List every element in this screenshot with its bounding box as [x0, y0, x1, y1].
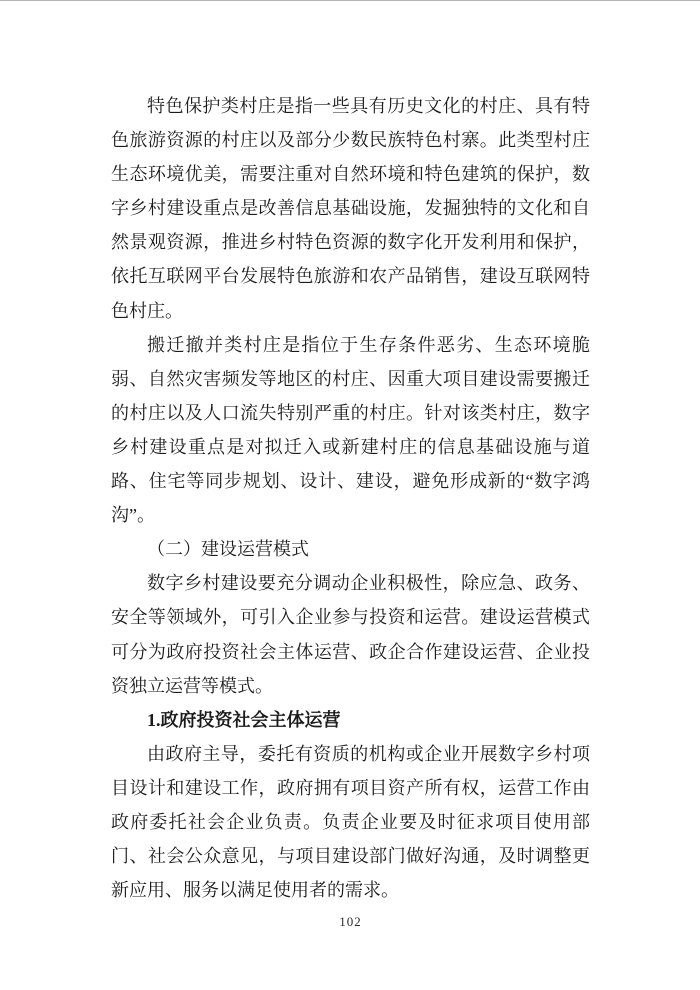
paragraph-relocation-merger-villages-line: 路、住宅等同步规划、设计、建设，避免形成新的“数字鸿: [111, 471, 590, 492]
paragraph-gov-investment-detail-line: 由政府主导，委托有资质的机构或企业开展数字乡村项: [147, 743, 590, 764]
paragraph-relocation-merger-villages-line: 沟”。: [111, 505, 155, 526]
paragraph-special-protection-villages-line: 生态环境优美，需要注重对自然环境和特色建筑的保护，数: [111, 164, 590, 185]
paragraph-operation-mode-intro-line: 安全等领域外，可引入企业参与投资和运营。建设运营模式: [111, 607, 590, 628]
paragraph-gov-investment-detail-line: 新应用、服务以满足使用者的需求。: [111, 880, 399, 901]
paragraph-operation-mode-intro-line: 资独立运营等模式。: [111, 675, 273, 696]
paragraph-gov-investment-detail-line: 门、社会公众意见，与项目建设部门做好沟通，及时调整更: [111, 846, 590, 867]
page-number: 102: [339, 914, 362, 929]
paragraph-relocation-merger-villages-line: 的村庄以及人口流失特别严重的村庄。针对该类村庄，数字: [111, 402, 590, 423]
paragraph-gov-investment-detail-line: 目设计和建设工作，政府拥有项目资产所有权，运营工作由: [111, 777, 590, 798]
paragraph-special-protection-villages-line: 字乡村建设重点是改善信息基础设施，发掘独特的文化和自: [111, 198, 590, 219]
heading-construction-operation-mode-line: （二）建设运营模式: [147, 539, 309, 560]
paragraph-special-protection-villages-line: 特色保护类村庄是指一些具有历史文化的村庄、具有特: [147, 96, 590, 116]
paragraph-relocation-merger-villages-line: 乡村建设重点是对拟迁入或新建村庄的信息基础设施与道: [111, 436, 590, 457]
paragraph-gov-investment-detail-line: 政府委托社会企业负责。负责企业要及时征求项目使用部: [111, 811, 590, 832]
paragraph-operation-mode-intro-line: 可分为政府投资社会主体运营、政企合作建设运营、企业投: [111, 641, 590, 662]
paragraph-special-protection-villages-line: 色村庄。: [111, 300, 183, 321]
paragraph-special-protection-villages-line: 色旅游资源的村庄以及部分少数民族特色村寨。此类型村庄: [111, 130, 590, 151]
paragraph-relocation-merger-villages-line: 弱、自然灾害频发等地区的村庄、因重大项目建设需要搬迁: [111, 368, 590, 389]
heading-gov-investment-social-operation-line: 1.政府投资社会主体运营: [147, 709, 341, 730]
paragraph-special-protection-villages-line: 然景观资源，推进乡村特色资源的数字化开发利用和保护，: [111, 232, 590, 253]
paragraph-special-protection-villages-line: 依托互联网平台发展特色旅游和农产品销售，建设互联网特: [111, 266, 590, 287]
paragraph-relocation-merger-villages-line: 搬迁撤并类村庄是指位于生存条件恶劣、生态环境脆: [147, 334, 590, 355]
text-block: [111, 89, 590, 907]
paragraph-operation-mode-intro-line: 数字乡村建设要充分调动企业积极性，除应急、政务、: [147, 573, 590, 594]
